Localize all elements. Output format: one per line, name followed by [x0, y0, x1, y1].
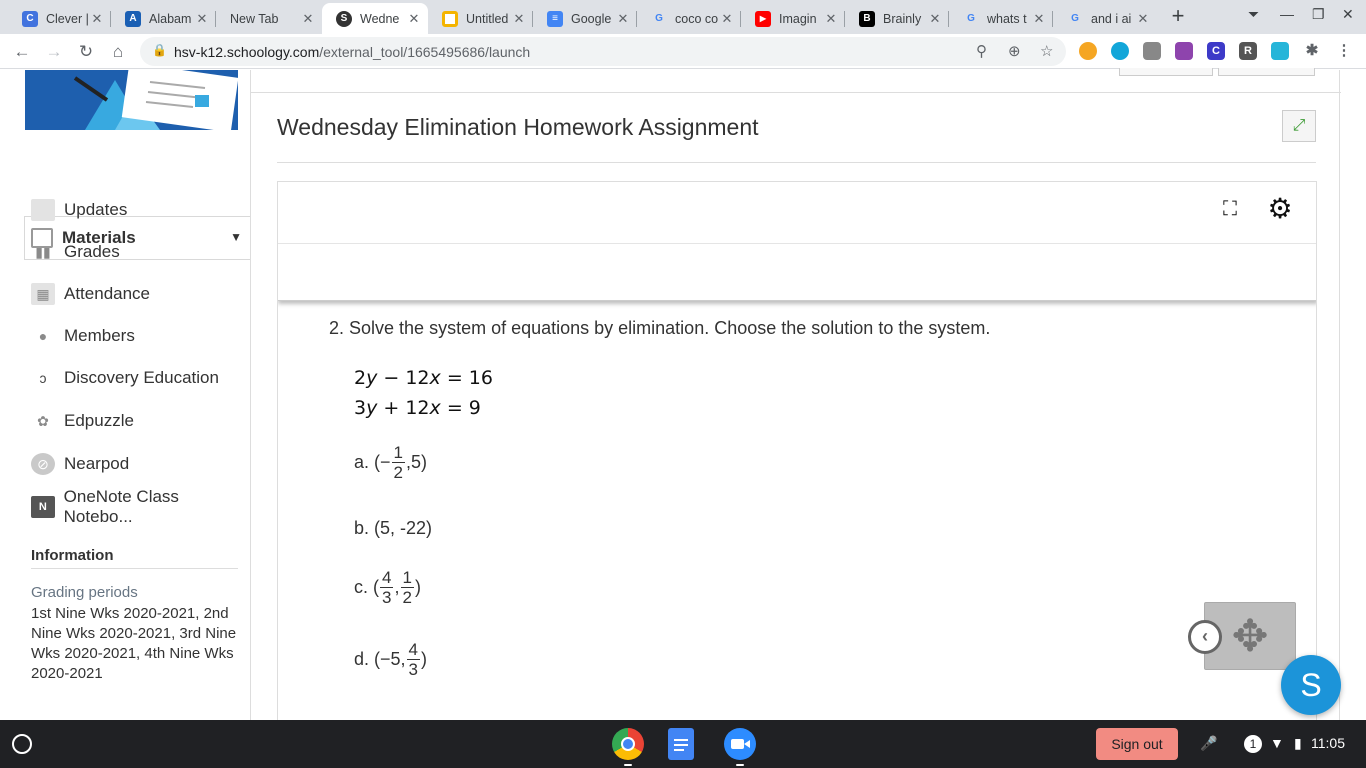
- sidebar-item-updates[interactable]: [31, 195, 127, 225]
- tool-header: [278, 182, 1317, 301]
- os-shelf: [0, 720, 1366, 768]
- google-icon: G: [1071, 13, 1079, 24]
- information-heading: Information: [31, 547, 114, 564]
- google-icon: G: [655, 13, 663, 24]
- more-menu-icon[interactable]: ⋮: [1336, 42, 1352, 59]
- clever-extension-icon[interactable]: C: [1207, 42, 1225, 60]
- browser-tab[interactable]: [428, 3, 533, 34]
- sidebar-item-nearpod[interactable]: [31, 449, 129, 479]
- browser-tab[interactable]: [1053, 3, 1157, 34]
- alabama-icon: A: [125, 11, 141, 27]
- close-icon[interactable]: ✕: [721, 10, 733, 26]
- close-icon[interactable]: ✕: [91, 10, 103, 26]
- sidebar-item-edpuzzle[interactable]: [31, 406, 134, 436]
- action-button[interactable]: [1218, 68, 1315, 76]
- fraction: $\frac{1}{2}$: [393, 443, 403, 482]
- zoom-app-icon[interactable]: [724, 728, 756, 760]
- sidebar-item-label: Updates: [64, 200, 128, 219]
- grades-icon: ▮▮: [35, 243, 51, 260]
- question-text: 2. Solve the system of equations by elimination. Choose the solution to the system.: [329, 318, 991, 338]
- choice-b[interactable]: [354, 518, 432, 539]
- youtube-icon: ▶: [755, 11, 771, 27]
- extension-icon[interactable]: [1079, 42, 1097, 60]
- wifi-icon[interactable]: ▼: [1270, 735, 1284, 751]
- edpuzzle-icon: ✿: [37, 412, 49, 429]
- home-icon[interactable]: ⌂: [112, 42, 124, 61]
- running-indicator: [624, 764, 632, 766]
- choice-label: c.: [354, 577, 369, 597]
- close-icon[interactable]: ✕: [513, 10, 525, 26]
- grading-periods-text: 1st Nine Wks 2020-2021, 2nd Nine Wks 2020-2021, 3rd Nine Wks 2020-2021, 4th Nine Wks 2020-2021: [31, 605, 237, 682]
- avatar[interactable]: S: [1281, 655, 1341, 715]
- tab-title: Untitled: [466, 11, 509, 26]
- nearpod-icon: ⊘: [31, 453, 55, 475]
- browser-tab[interactable]: [949, 3, 1053, 34]
- equation-1: 2y − 12x = 16: [354, 367, 493, 389]
- forward-icon[interactable]: →: [45, 42, 63, 61]
- microphone-icon[interactable]: 🎤: [1200, 735, 1218, 751]
- main-content: [250, 70, 1340, 720]
- gear-icon[interactable]: ⚙: [1267, 193, 1293, 224]
- banner-illustration: [25, 70, 238, 130]
- back-icon[interactable]: ←: [13, 42, 31, 61]
- tab-title: Brainly: [883, 11, 922, 26]
- tab-title: whats t: [987, 11, 1027, 26]
- close-window-icon[interactable]: ✕: [1342, 6, 1354, 22]
- new-tab-button[interactable]: +: [1171, 3, 1185, 28]
- choice-label: a.: [354, 452, 370, 472]
- puzzle-icon[interactable]: ✱: [1305, 42, 1319, 59]
- sidebar-item-onenote[interactable]: [31, 487, 250, 526]
- address-bar[interactable]: [140, 37, 1066, 66]
- updates-icon: [31, 199, 55, 221]
- sidebar-item-label: Attendance: [64, 284, 151, 303]
- close-icon[interactable]: ✕: [617, 10, 629, 26]
- sidebar-item-label: Members: [64, 326, 135, 345]
- divider: [31, 568, 238, 569]
- choice-c[interactable]: c. ( $\frac{4}{3}$ , $\frac{1}{2}$ ): [354, 568, 421, 607]
- url-path: /external_tool/1665495686/launch: [319, 44, 531, 60]
- tab-title: Alabam: [149, 11, 192, 26]
- top-action-bar: [251, 70, 1341, 93]
- divider: [278, 243, 1317, 244]
- fraction: $\frac{4}{3}$: [382, 568, 392, 607]
- close-icon[interactable]: ✕: [1033, 10, 1045, 26]
- clever-icon: C: [22, 11, 38, 27]
- close-icon[interactable]: ✕: [929, 10, 941, 26]
- url-host: hsv-k12.schoology.com: [174, 44, 320, 60]
- clock-time[interactable]: 11:05: [1311, 735, 1345, 751]
- location-icon[interactable]: ⚲: [976, 43, 987, 60]
- notification-badge[interactable]: 1: [1244, 735, 1262, 753]
- chrome-icon[interactable]: [612, 728, 644, 760]
- browser-toolbar: [0, 34, 1366, 69]
- extension-icon[interactable]: [1143, 42, 1161, 60]
- fraction: $\frac{4}{3}$: [408, 640, 419, 679]
- move-icon: ✥: [1231, 611, 1269, 661]
- docs-icon: ≡: [547, 11, 563, 27]
- browser-tab-strip: [0, 0, 1366, 34]
- url-text: [174, 44, 530, 60]
- course-sidebar: [0, 70, 250, 720]
- browser-tab[interactable]: [8, 3, 111, 34]
- battery-icon[interactable]: ▮: [1294, 735, 1302, 751]
- google-icon: G: [967, 13, 975, 24]
- sidebar-item-grades[interactable]: [31, 237, 120, 267]
- expand-fullscreen-button[interactable]: [1282, 110, 1316, 142]
- browser-tab[interactable]: [533, 3, 637, 34]
- browser-tab[interactable]: [845, 3, 949, 34]
- fullscreen-icon[interactable]: ⛶: [1223, 198, 1237, 220]
- browser-tab[interactable]: [741, 3, 845, 34]
- tab-title: and i ai: [1091, 11, 1132, 26]
- close-icon[interactable]: ✕: [302, 10, 314, 26]
- choice-d[interactable]: d. (−5, $\frac{4}{3}$ ): [354, 640, 428, 679]
- close-icon[interactable]: ✕: [1137, 10, 1149, 26]
- sidebar-item-label: Materials: [62, 228, 136, 247]
- running-indicator: [736, 764, 744, 766]
- grading-periods-label: Grading periods: [31, 584, 138, 601]
- members-icon: ●: [38, 328, 48, 344]
- sidebar-item-label: Discovery Education: [64, 368, 219, 387]
- divider: [277, 162, 1316, 163]
- lock-icon: 🔒: [152, 43, 167, 57]
- page-title: Wednesday Elimination Homework Assignment: [277, 114, 759, 140]
- extension-icon[interactable]: [1271, 42, 1289, 60]
- tab-title: New Tab: [230, 11, 279, 26]
- star-icon[interactable]: ☆: [1040, 43, 1054, 60]
- sidebar-item-label: Grades: [64, 242, 120, 261]
- tab-title: Imagin: [779, 11, 817, 26]
- tab-search-icon[interactable]: ⏷: [1248, 6, 1260, 22]
- extension-icon[interactable]: [1175, 42, 1193, 60]
- schoology-icon: S: [336, 11, 352, 27]
- extension-icon[interactable]: [1111, 42, 1129, 60]
- attendance-icon: ▦: [31, 283, 55, 305]
- close-icon[interactable]: ✕: [825, 10, 837, 26]
- browser-tab[interactable]: [637, 3, 741, 34]
- tab-title: Wedne: [360, 11, 400, 26]
- close-icon[interactable]: ✕: [408, 10, 420, 26]
- chevron-left-icon[interactable]: ‹: [1188, 620, 1222, 654]
- sidebar-item-label: Nearpod: [64, 454, 130, 473]
- equation-2: 3y + 12x = 9: [354, 397, 481, 419]
- tab-title: coco co: [675, 11, 719, 26]
- reload-icon[interactable]: ↻: [78, 42, 94, 61]
- slides-icon: [442, 11, 458, 27]
- close-icon[interactable]: ✕: [196, 10, 208, 26]
- sign-out-button[interactable]: Sign out: [1096, 728, 1178, 760]
- brainly-icon: B: [859, 11, 875, 27]
- choice-label: d.: [354, 649, 370, 669]
- extension-icon[interactable]: R: [1239, 42, 1257, 60]
- choice-a[interactable]: a. (− $\frac{1}{2}$ ,5): [354, 443, 428, 482]
- sidebar-item-discovery-education[interactable]: [31, 363, 219, 393]
- choice-label: b.: [354, 518, 370, 538]
- choice-text: (5, -22): [374, 518, 433, 538]
- browser-tab[interactable]: [216, 3, 322, 34]
- docs-icon[interactable]: [668, 728, 694, 760]
- action-button[interactable]: [1119, 68, 1213, 76]
- sidebar-item-members[interactable]: [31, 321, 135, 351]
- tab-title: Google: [571, 11, 612, 26]
- sidebar-item-label: OneNote Class Notebo...: [63, 487, 179, 526]
- minimize-icon[interactable]: —: [1280, 6, 1294, 22]
- course-banner-image: [25, 70, 238, 130]
- fraction: $\frac{1}{2}$: [402, 568, 412, 607]
- sidebar-item-label: Edpuzzle: [64, 411, 134, 430]
- onenote-icon: N: [31, 496, 55, 518]
- sidebar-item-attendance[interactable]: [31, 279, 150, 309]
- launcher-icon[interactable]: [12, 734, 32, 754]
- zoom-icon[interactable]: ⊕: [1008, 43, 1021, 60]
- expand-icon: ⤢: [1292, 117, 1306, 134]
- browser-tab[interactable]: [111, 3, 216, 34]
- external-tool-frame: [277, 181, 1317, 741]
- restore-icon[interactable]: ❐: [1312, 6, 1325, 22]
- tab-title: Clever |: [46, 11, 89, 26]
- browser-tab-active[interactable]: [322, 3, 428, 34]
- caret-down-icon[interactable]: ▼: [230, 230, 242, 244]
- discovery-education-icon: ↄ: [39, 370, 47, 386]
